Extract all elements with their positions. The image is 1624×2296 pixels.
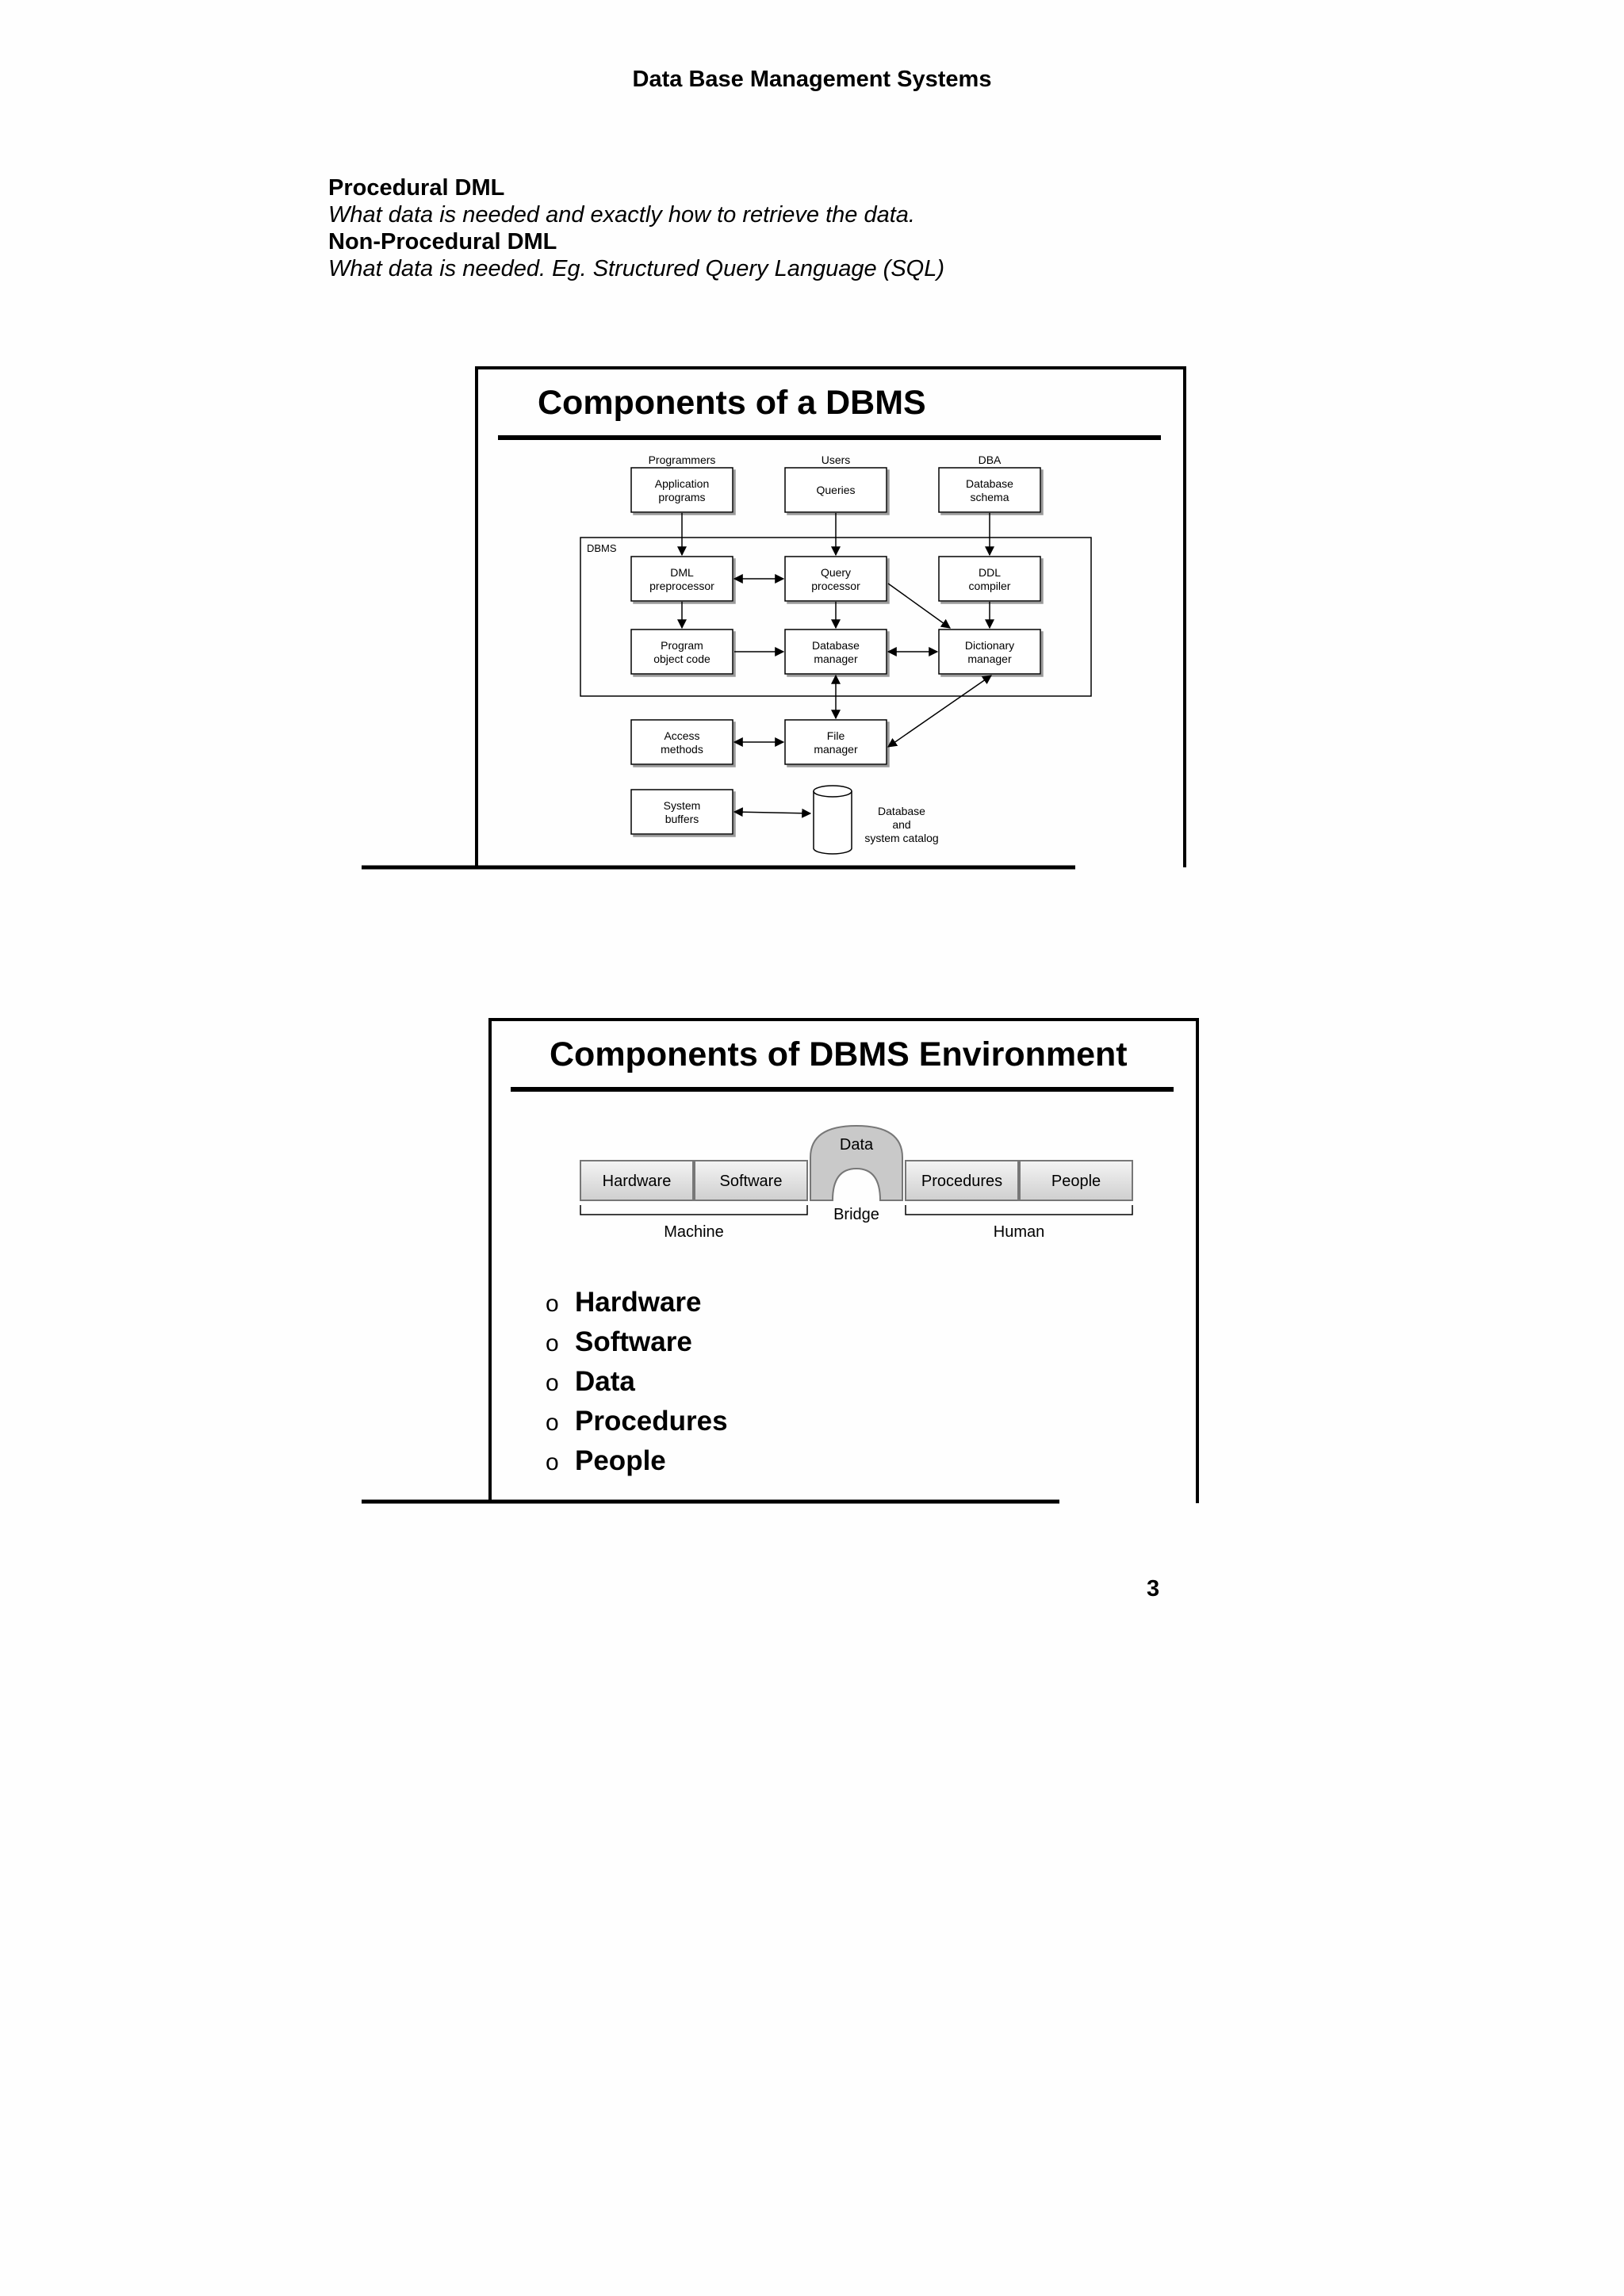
catalog-label: and xyxy=(892,818,911,831)
bullet-marker: o xyxy=(546,1330,559,1357)
box-label: Dictionary xyxy=(964,639,1015,652)
hardware-label: Hardware xyxy=(602,1173,672,1190)
box-label: DDL xyxy=(978,566,1002,579)
slide-title: Components of a DBMS xyxy=(538,384,926,422)
box-label: programs xyxy=(658,491,706,503)
slide-title: Components of DBMS Environment xyxy=(550,1035,1128,1073)
box-label: File xyxy=(826,729,845,742)
box-label: manager xyxy=(814,743,858,756)
bullet-item: People xyxy=(575,1445,666,1476)
box-label: Queries xyxy=(816,484,856,496)
machine-label: Machine xyxy=(664,1223,724,1241)
dml-definitions xyxy=(328,174,944,282)
procedures-label: Procedures xyxy=(921,1173,1003,1190)
box-label: methods xyxy=(661,743,703,756)
box-label: Query xyxy=(820,566,852,579)
machine-bracket xyxy=(580,1205,807,1215)
box-label: System xyxy=(663,799,701,812)
bullet-item: Data xyxy=(575,1366,635,1397)
database-schema-box xyxy=(939,468,1040,512)
procedural-dml-desc: What data is needed and exactly how to retrieve the data. xyxy=(328,202,915,228)
bullet-marker: o xyxy=(546,1449,559,1475)
box-label: schema xyxy=(970,491,1009,503)
dbms-environment-diagram xyxy=(362,1016,1202,1512)
box-label: DML xyxy=(670,566,694,579)
software-label: Software xyxy=(719,1173,783,1190)
box-label: Access xyxy=(664,729,700,742)
ddl-compiler-box xyxy=(939,557,1040,601)
data-label: Data xyxy=(839,1136,874,1154)
human-label: Human xyxy=(993,1223,1045,1241)
box-label: buffers xyxy=(665,813,699,825)
slide-components-of-dbms xyxy=(362,365,1189,888)
bullet-item: Hardware xyxy=(575,1287,702,1318)
slide-dbms-environment xyxy=(362,1016,1202,1512)
dbms-label: DBMS xyxy=(587,542,617,554)
access-methods-box xyxy=(631,720,733,764)
role-dba: DBA xyxy=(978,453,1002,466)
database-cylinder-icon xyxy=(814,786,852,854)
page-header: Data Base Management Systems xyxy=(632,67,992,92)
catalog-label: system catalog xyxy=(864,832,939,844)
role-users: Users xyxy=(821,453,851,466)
box-label: Application xyxy=(654,477,710,490)
box-label: object code xyxy=(653,652,710,665)
bullet-item: Software xyxy=(575,1326,692,1357)
bullet-marker: o xyxy=(546,1291,559,1317)
page-number: 3 xyxy=(1147,1576,1160,1601)
query-processor-box xyxy=(785,557,887,601)
system-buffers-box xyxy=(631,790,733,834)
bullet-marker: o xyxy=(546,1410,559,1436)
database-manager-box xyxy=(785,629,887,674)
bullet-item: Procedures xyxy=(575,1406,728,1437)
box-label: Database xyxy=(966,477,1013,490)
role-programmers: Programmers xyxy=(648,453,716,466)
dictionary-manager-box xyxy=(939,629,1040,674)
procedural-dml-term: Procedural DML xyxy=(328,175,505,201)
arrow xyxy=(734,812,810,813)
dbms-components-diagram xyxy=(362,365,1189,888)
bullet-marker: o xyxy=(546,1370,559,1396)
file-manager-box xyxy=(785,720,887,764)
bridge-label: Bridge xyxy=(833,1206,879,1223)
dml-preprocessor-box xyxy=(631,557,733,601)
component-list xyxy=(546,1287,728,1476)
box-label: Database xyxy=(812,639,860,652)
catalog-label: Database xyxy=(878,805,925,817)
arrow xyxy=(888,675,991,747)
box-label: processor xyxy=(811,580,860,592)
application-programs-box xyxy=(631,468,733,512)
human-bracket xyxy=(906,1205,1132,1215)
non-procedural-dml-desc: What data is needed. Eg. Structured Query Language (SQL) xyxy=(328,256,945,281)
non-procedural-dml-term: Non-Procedural DML xyxy=(328,229,557,254)
people-label: People xyxy=(1051,1173,1101,1190)
box-label: manager xyxy=(814,652,858,665)
box-label: Program xyxy=(661,639,703,652)
program-object-code-box xyxy=(631,629,733,674)
box-label: compiler xyxy=(968,580,1011,592)
box-label: preprocessor xyxy=(649,580,714,592)
box-label: manager xyxy=(967,652,1012,665)
